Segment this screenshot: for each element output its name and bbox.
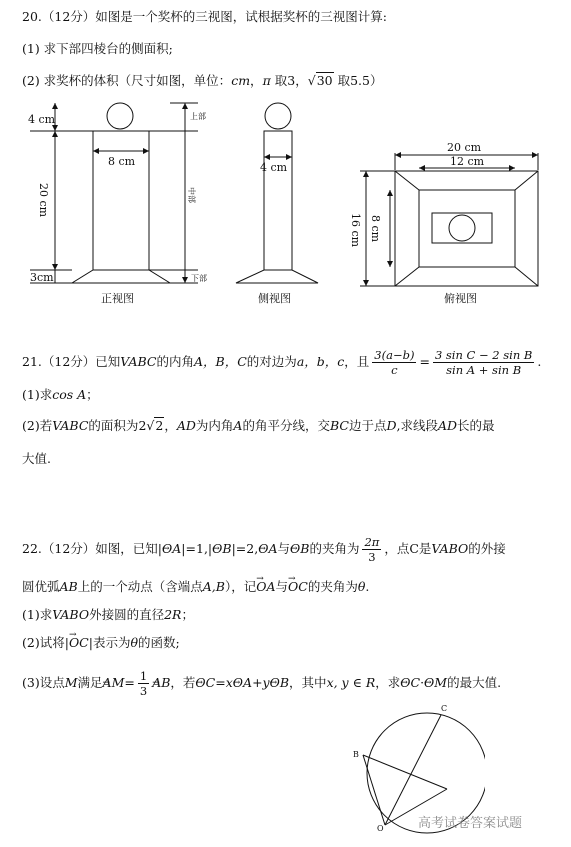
q22-part3: (3)设点M满足→ AM= $\frac{1}{3}$ → AB，若→ OC=x→ OA+y→ OB，其中x, y ∈ R，求→ OC·→ OM的最大值. [22, 666, 501, 700]
front-label-bottom: 下部 [191, 274, 207, 283]
front-dim-20cm: 20 cm [37, 183, 50, 218]
q20-part1: (1) 求下部四棱台的侧面积; [22, 41, 173, 56]
q20-part2: (2) 求奖杯的体积（尺寸如图，单位：cm，π 取3，√30 取5.5） [22, 73, 383, 88]
side-caption: 侧视图 [258, 292, 291, 305]
q21-part1: (1)求cos A； [22, 387, 99, 402]
q21-fraction-left: $\frac{3(a-b)}{c}$ [374, 348, 415, 377]
side-dim-4cm: 4 cm [260, 161, 288, 174]
q21-heading: 21.（12分）已知VABC的内角A，B，C的对边为a，b，c，且 $\frac{3(a-b)}{c}$ = $\frac{\text{3 sin C − 2 sin B}}{\text{sin A + sin B}}$ . [22, 348, 542, 377]
q22-part2: (2)试将|→ OC|表示为θ的函数; [22, 634, 180, 652]
q22-heading: 22.（12分）如图，已知|→ OA|=1,|→ OB|=2,→ OA与→ OB的夹角为 $\frac{2\pi}{3}$ ，点C是VABO的外接 [22, 532, 506, 566]
point-o-label: O [377, 824, 384, 833]
watermark: 高考试卷答案试题 [418, 816, 523, 831]
top-dim-12cm: 12 cm [450, 155, 485, 168]
top-caption: 俯视图 [444, 292, 477, 305]
q21-part2: (2)若VABC的面积为2√2，AD为内角A的角平分线，交BC边于点D,求线段AD长的最 [22, 418, 495, 433]
q21-fraction-right: $\frac{\text{3 sin C − 2 sin B}}{\text{sin A + sin B}}$ [434, 348, 533, 377]
front-dim-4cm: 4 cm [28, 113, 56, 126]
point-b-label: B [353, 750, 359, 759]
q22-line2: 圆优弧AB上的一个动点（含端点A,B），记→ OA与→ OC的夹角为θ. [22, 578, 369, 596]
front-label-top: 上部 [190, 112, 206, 121]
top-view [360, 153, 538, 286]
front-dim-3cm: 3cm [30, 271, 54, 284]
q20-heading: 20.（12分）如图是一个奖杯的三视图，试根据奖杯的三视图计算: [22, 9, 387, 24]
side-view [236, 103, 318, 283]
q21-part2-cont: 大值. [22, 451, 51, 466]
point-c-label: C [441, 704, 448, 713]
front-dim-8cm: 8 cm [108, 155, 136, 168]
top-dim-8cm: 8 cm [369, 215, 382, 243]
front-caption: 正视图 [101, 292, 134, 305]
top-dim-20cm: 20 cm [447, 141, 482, 154]
q22-part1: (1)求VABO外接圆的直径2R； [22, 607, 194, 622]
front-label-mid: 中部 [187, 187, 196, 203]
top-dim-16cm: 16 cm [349, 213, 362, 248]
trophy-three-views [0, 95, 571, 325]
